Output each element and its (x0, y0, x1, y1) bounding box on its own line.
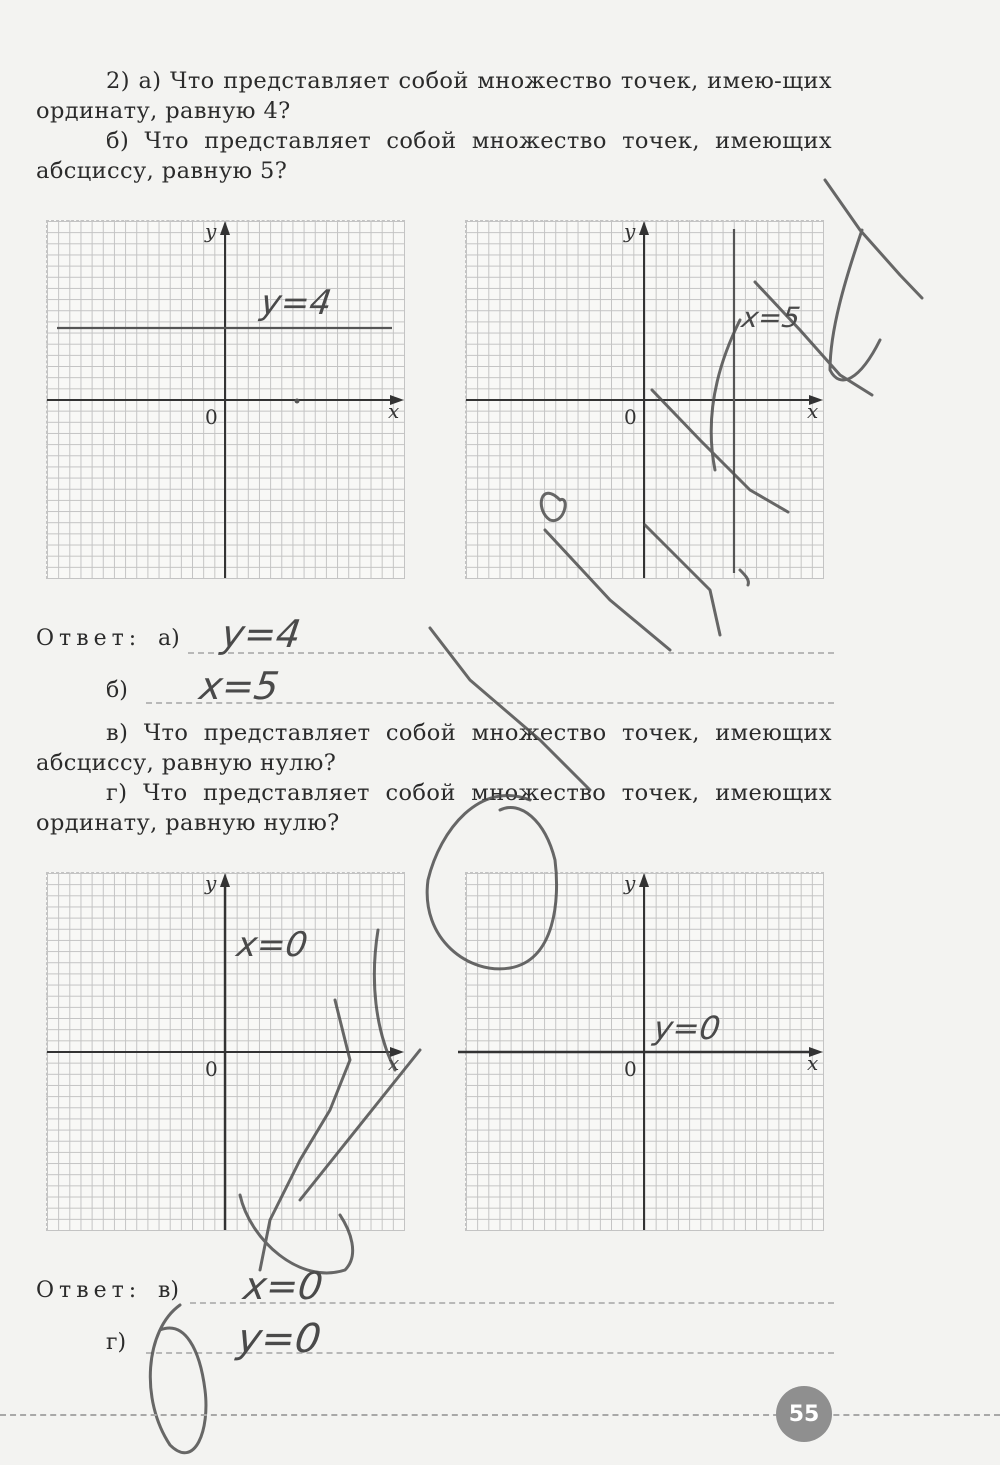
grid-2-axes (466, 221, 823, 578)
grid-4 (465, 872, 824, 1231)
answer-g-value: y=0 (234, 1316, 324, 1362)
answer-a-value: y=4 (218, 612, 304, 656)
grid-2-y-label: y (624, 219, 636, 243)
grid-4-y-label: y (624, 871, 636, 895)
grid-3-y-label: y (205, 871, 217, 895)
question-2a-text: Что представляет собой множество точек, имею-щих ординату, равную 4? (36, 68, 832, 124)
question-2v-text: Что представляет собой множество точек, имеющих абсциссу, равную нулю? (36, 720, 832, 776)
grid-2-note: x=5 (739, 301, 803, 334)
answer-a-label: а) (158, 626, 180, 651)
question-2b-text: Что представляет собой множество точек, имеющих абсциссу, равную 5? (36, 128, 832, 184)
answer-b-value: x=5 (196, 664, 282, 708)
question-2b (36, 126, 832, 186)
grid-1-note: y=4 (258, 283, 335, 323)
grid-4-axes (466, 873, 823, 1230)
question-2g (36, 778, 832, 838)
grid-2-origin-label: 0 (624, 405, 637, 429)
answer-b-label: б) (106, 678, 128, 703)
grid-1-x-label: x (388, 399, 400, 423)
answer-v-label: в) (158, 1278, 179, 1303)
grid-3-note: x=0 (234, 925, 311, 965)
grid-2 (465, 220, 824, 579)
footer-dashed-line (0, 1414, 1000, 1416)
answer-label-1: Ответ: (36, 626, 142, 651)
grid-1-origin-label: 0 (205, 405, 218, 429)
question-2g-number: г) (106, 780, 128, 806)
answer-v-value: x=0 (240, 1264, 326, 1308)
grid-2-x-label: x (807, 399, 819, 423)
page-number: 55 (788, 1401, 820, 1427)
grid-1-axes (47, 221, 404, 578)
question-2a-number: 2) а) (106, 68, 162, 94)
question-2v-number: в) (106, 720, 129, 746)
answer-g-label: г) (106, 1330, 127, 1355)
answer-label-2: Ответ: (36, 1278, 142, 1303)
grid-1-y-label: y (205, 219, 217, 243)
page-number-badge (776, 1386, 832, 1442)
grid-4-note: y=0 (651, 1009, 723, 1047)
question-2v (36, 718, 832, 778)
grid-3-axes (47, 873, 404, 1230)
grid-4-x-label: x (807, 1051, 819, 1075)
question-2b-number: б) (106, 128, 130, 154)
question-2a (36, 66, 832, 126)
grid-3-x-label: x (388, 1051, 400, 1075)
question-2g-text: Что представляет собой множество точек, имеющих ординату, равную нулю? (36, 780, 832, 836)
grid-1 (46, 220, 405, 579)
grid-3 (46, 872, 405, 1231)
grid-4-origin-label: 0 (624, 1057, 637, 1081)
grid-3-origin-label: 0 (205, 1057, 218, 1081)
